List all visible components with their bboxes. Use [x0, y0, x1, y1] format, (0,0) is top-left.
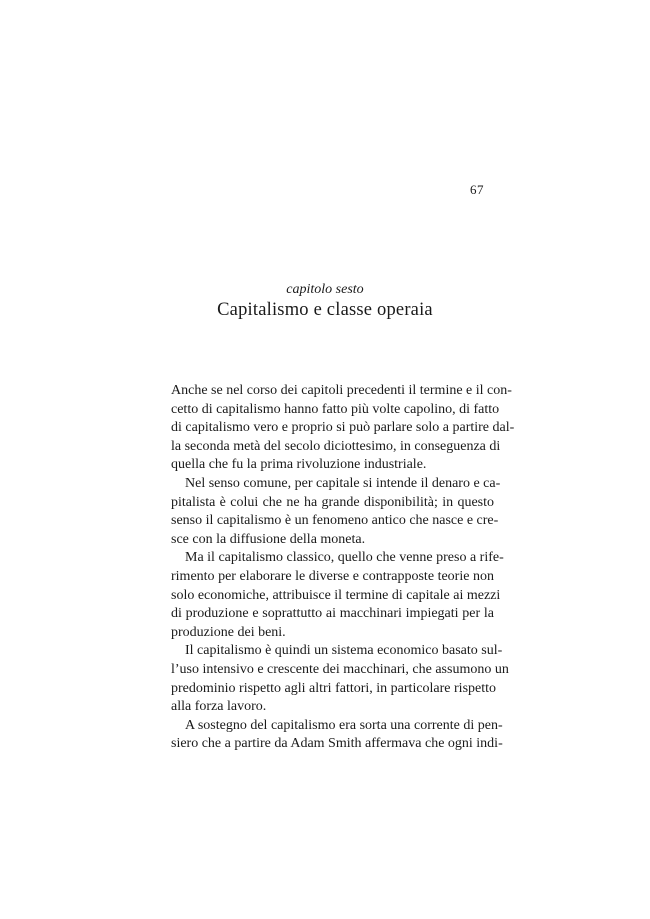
text-line: produzione dei beni. [171, 624, 286, 640]
text-line: la seconda metà del secolo diciottesimo, in conseguenza di [171, 438, 501, 454]
text-line: di produzione e soprattutto ai macchinari impiegati per la [171, 606, 494, 622]
text-line: predominio rispetto agli altri fattori, in particolare rispetto [171, 680, 497, 696]
text-line: sce con la diffusione della moneta. [171, 531, 366, 547]
text-line: Il capitalismo è quindi un sistema economico basato sul- [185, 643, 503, 659]
text-line: rimento per elaborare le diverse e contrapposte teorie non [171, 568, 494, 584]
chapter-label: capitolo sesto [286, 282, 364, 297]
text-line: quella che fu la prima rivoluzione industriale. [171, 457, 427, 473]
text-line: pitalista è colui che ne ha grande disponibilità; in questo [171, 494, 494, 510]
text-line: Nel senso comune, per capitale si intende il denaro e ca- [185, 475, 501, 491]
text-line: alla forza lavoro. [171, 699, 267, 715]
text-line: A sostegno del capitalismo era sorta una corrente di pen- [185, 717, 503, 733]
text-line: Anche se nel corso dei capitoli precedenti il termine e il con- [171, 383, 512, 398]
text-line: cetto di capitalismo hanno fatto più volte capolino, di fatto [171, 401, 500, 417]
text-line: l’uso intensivo e crescente dei macchinari, che assumono un [171, 661, 509, 677]
text-line: di capitalismo vero e proprio si può parlare solo a partire dal- [171, 420, 515, 436]
page-number: 67 [470, 182, 484, 197]
text-line: Ma il capitalismo classico, quello che venne preso a rife- [185, 550, 504, 566]
body-text [171, 382, 515, 754]
chapter-title: Capitalismo e classe operaia [217, 300, 433, 320]
text-line: siero che a partire da Adam Smith affermava che ogni indi- [171, 736, 503, 752]
text-line: senso il capitalismo è un fenomeno antico che nasce e cre- [171, 513, 499, 529]
text-line: solo economiche, attribuisce il termine di capitale ai mezzi [171, 587, 501, 603]
